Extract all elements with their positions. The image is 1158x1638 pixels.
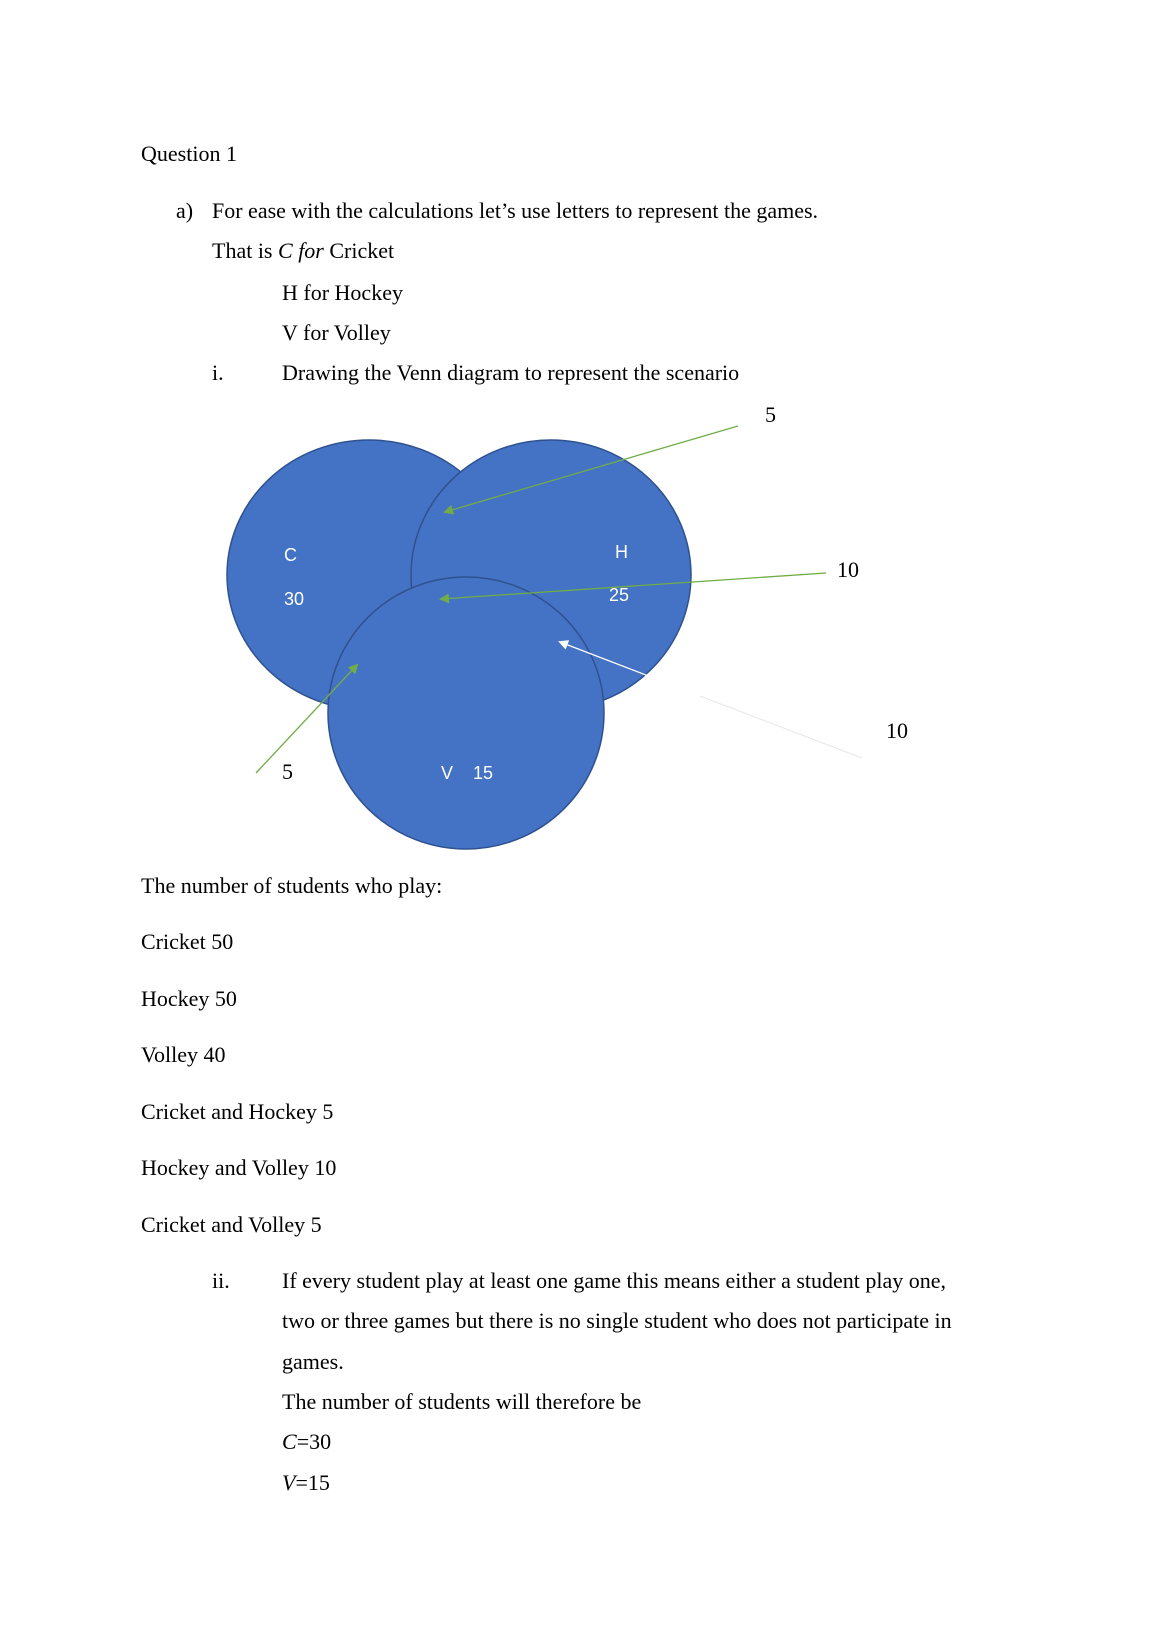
equation-c-value: =30: [296, 1429, 332, 1454]
letter-definition-h: H for Hockey: [282, 280, 403, 305]
summary-heading: The number of students who play:: [141, 873, 443, 898]
summary-line: Cricket and Volley 5: [141, 1212, 322, 1237]
c-game: Cricket: [329, 238, 395, 263]
item-ii-line: The number of students will therefore be: [282, 1389, 642, 1414]
callout-hockey-volley: 10: [886, 718, 908, 743]
equation-v-variable: V: [282, 1470, 296, 1495]
item-ii-line: If every student play at least one game this means either a student play one,: [282, 1268, 947, 1293]
summary-line: Hockey and Volley 10: [141, 1155, 337, 1180]
summary-line: Cricket and Hockey 5: [141, 1099, 334, 1124]
equation-c: [282, 1429, 331, 1455]
summary-line: Cricket 50: [141, 929, 234, 954]
question-title: Question 1: [141, 141, 237, 166]
circle-c-value: 30: [284, 589, 305, 609]
equation-v-value: =15: [295, 1470, 330, 1495]
part-a-intro: For ease with the calculations let’s use letters to represent the games.: [212, 198, 819, 223]
c-for: for: [298, 238, 324, 263]
item-ii-line: games.: [282, 1349, 344, 1374]
equation-c-variable: C: [282, 1429, 297, 1454]
item-i-marker: i.: [212, 360, 224, 385]
circle-h-value: 25: [609, 585, 630, 605]
circle-v-letter: V: [441, 763, 454, 783]
item-i-text: Drawing the Venn diagram to represent the scenario: [282, 360, 740, 385]
circle-v-value: 15: [473, 763, 494, 783]
circle-h-letter: H: [615, 542, 628, 562]
that-is-label: That is: [212, 238, 273, 263]
item-ii-marker: ii.: [212, 1268, 230, 1293]
summary-line: Hockey 50: [141, 986, 237, 1011]
callout-cricket-hockey: 5: [765, 402, 776, 427]
arrow-hockey-volley-shadow: [700, 696, 862, 758]
item-ii-line: two or three games but there is no single student who does not participate in: [282, 1308, 952, 1333]
callout-all-three: 10: [837, 557, 859, 582]
part-a-marker: a): [176, 198, 194, 223]
circle-c-letter: C: [284, 545, 297, 565]
callout-cricket-volley: 5: [282, 759, 293, 784]
equation-v: [282, 1470, 330, 1496]
letter-definition-v: V for Volley: [282, 320, 391, 345]
summary-line: Volley 40: [141, 1042, 226, 1067]
c-letter: C: [278, 238, 293, 263]
circle-volley: [328, 577, 604, 849]
